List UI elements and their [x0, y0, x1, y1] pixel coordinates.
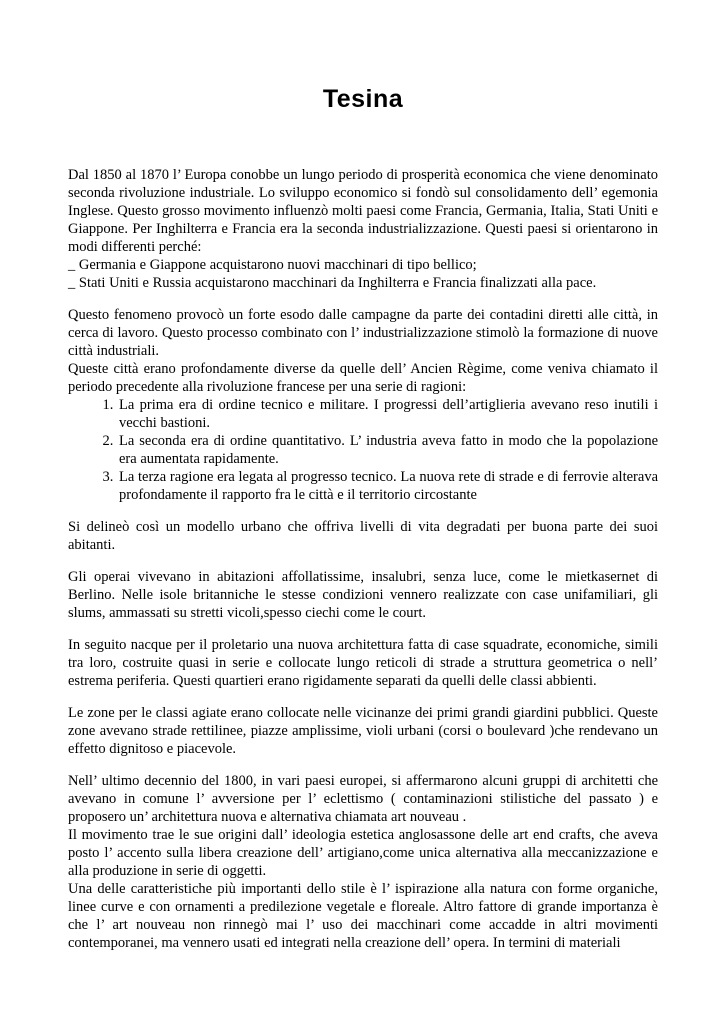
paragraph-operai: Gli operai vivevano in abitazioni affollatissime, insalubri, senza luce, come le mietkasernet di Berlino. Nelle isole britanniche le stesse condizioni vennero realizzate con case unifamiliari, gli slums, ammassati su stretti vicoli,spesso ciechi come le court.: [68, 569, 658, 621]
reasons-list: [68, 396, 658, 504]
list-item-reason-3: 3. La terza ragione era legata al progresso tecnico. La nuova rete di strade e di ferrovie alterava profondamente il rapporto fra le città e il territorio circostante: [117, 468, 658, 504]
list-item-reason-1: 1. La prima era di ordine tecnico e militare. I progressi dell’artiglieria avevano reso inutili i vecchi bastioni.: [117, 396, 658, 432]
paragraph-movimento: Il movimento trae le sue origini dall’ ideologia estetica anglosassone delle art end crafts, che aveva posto l’ accento sulla libera creazione dell’ artigiano,come unica alternativa alla meccanizzazione e alla produzione in serie di oggetti.: [68, 827, 658, 879]
dash-line-germania: _ Germania e Giappone acquistarono nuovi macchinari di tipo bellico;: [68, 257, 477, 273]
paragraph-architetti: Nell’ ultimo decennio del 1800, in vari paesi europei, si affermarono alcuni gruppi di architetti che avevano in comune l’ avversione per l’ eclettismo ( contaminazioni stilistiche del passato ) e proposero un’ architettura nuova e alternativa chiamata art nouveau .: [68, 773, 658, 825]
paragraph-nuova-architettura: In seguito nacque per il proletario una nuova architettura fatta di case squadrate, economiche, simili tra loro, costruite quasi in serie e collocate lungo reticoli di strade a struttura geometrica o nell’ estrema periferia. Questi quartieri erano rigidamente separati da quelli delle classi abbienti.: [68, 637, 658, 689]
paragraph-esodo: Questo fenomeno provocò un forte esodo dalle campagne da parte dei contadini diretti alle città, in cerca di lavoro. Questo processo combinato con l’ industrializzazione stimolò la formazione di nuove città industriali.: [68, 307, 658, 359]
paragraph-modello-urbano: Si delineò così un modello urbano che offriva livelli di vita degradati per buona parte dei suoi abitanti.: [68, 519, 658, 553]
dash-line-stati-uniti: _ Stati Uniti e Russia acquistarono macchinari da Inghilterra e Francia finalizzati alla pace.: [68, 275, 597, 291]
list-item-reason-2: 2. La seconda era di ordine quantitativo. L’ industria aveva fatto in modo che la popolazione era aumentata rapidamente.: [117, 432, 658, 468]
paragraph-intro: Dal 1850 al 1870 l’ Europa conobbe un lungo periodo di prosperità economica che viene denominato seconda rivoluzione industriale. Lo sviluppo economico si fondò sul consolidamento dell’ egemonia Inglese. Questo grosso movimento influenzò molti paesi come Francia, Germania, Italia, Stati Uniti e Giappone. Per Inghilterra e Francia era la seconda industrializzazione. Questi paesi si orientarono in modi differenti perché:: [68, 167, 658, 255]
paragraph-citta: Queste città erano profondamente diverse da quelle dell’ Ancien Règime, come veniva chiamato il periodo precedente alla rivoluzione francese per una serie di ragioni:: [68, 361, 658, 395]
document-title: Tesina: [322, 85, 404, 113]
paragraph-caratteristiche: Una delle caratteristiche più importanti dello stile è l’ ispirazione alla natura con forme organiche, linee curve e con ornamenti a predilezione vegetale e floreale. Altro fattore di grande importanza è che l’ art nouveau non rinnegò mai l’ uso dei macchinari come accadde in altri movimenti contemporanei, ma vennero usati ed integrati nella creazione dell’ opera. In termini di materiali: [68, 881, 658, 951]
paragraph-zone-agiate: Le zone per le classi agiate erano collocate nelle vicinanze dei primi grandi giardini pubblici. Queste zone avevano strade rettilinee, piazze amplissime, violi urbani (corsi o boulevard )che rendevano un effetto dignitoso e piacevole.: [68, 705, 658, 757]
